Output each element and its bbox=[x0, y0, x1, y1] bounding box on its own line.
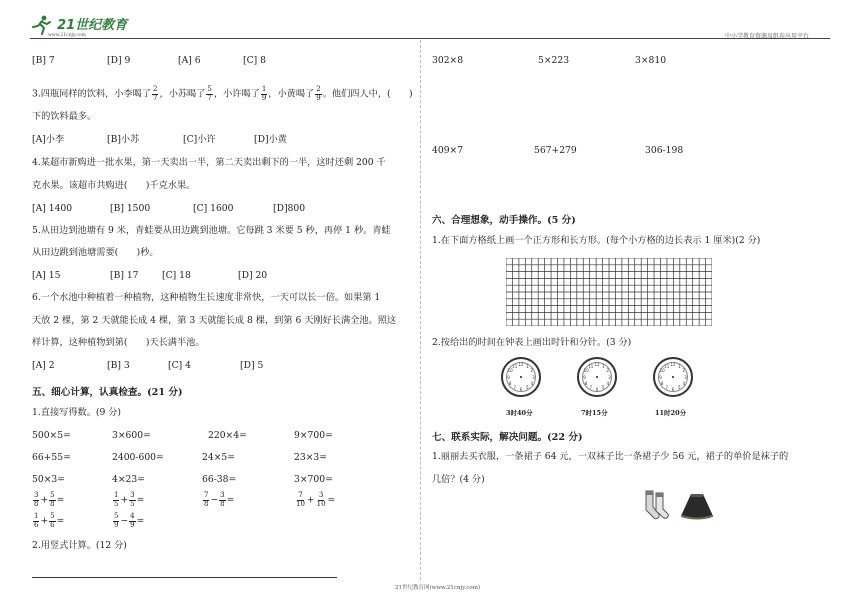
clock-number: 5 bbox=[677, 385, 681, 391]
q5-option-b: [B] 17 bbox=[110, 270, 139, 281]
fraction: $\frac{1}{9}$ bbox=[261, 85, 267, 102]
vertical-calc-item: 567+279 bbox=[534, 145, 577, 156]
clock-number: 2 bbox=[530, 368, 534, 374]
section-6-q2: 2.按给出的时间在钟表上画出时针和分针。(3 分) bbox=[432, 337, 632, 348]
logo bbox=[30, 14, 127, 35]
clock-number: 10 bbox=[583, 368, 589, 374]
q6-line3: 样计算，这种植物到第( )天长满半池。 bbox=[32, 337, 205, 348]
footer-rule bbox=[32, 577, 337, 578]
section-5-title: 五、细心计算，认真检查。(21 分) bbox=[32, 387, 183, 398]
q5-option-c: [C] 18 bbox=[162, 270, 191, 281]
q5-option-a: [A] 15 bbox=[32, 270, 61, 281]
q4-line1: 4.某超市新购进一批水果，第一天卖出一半，第二天卖出剩下的一半，这时还剩 200 千 bbox=[32, 157, 386, 168]
q6-option-b: [B] 3 bbox=[107, 360, 130, 371]
q6-line1: 6.一个水池中种植着一种植物，这种植物生长速度非常快，一天可以长一倍。如果第 1 bbox=[32, 292, 381, 303]
clock-number: 6 bbox=[671, 387, 675, 392]
vertical-calc-item: 409×7 bbox=[432, 145, 464, 156]
fraction: $\frac{2}{9}$ bbox=[316, 85, 321, 102]
clock-number: 1 bbox=[601, 363, 605, 369]
logo-text: 21世纪教育 bbox=[57, 18, 128, 33]
skirt-icon bbox=[680, 492, 714, 520]
calc-item: 66-38= bbox=[202, 474, 237, 485]
grid-paper bbox=[506, 258, 712, 326]
clock-number: 1 bbox=[525, 363, 529, 369]
clock-number: 5 bbox=[601, 385, 605, 391]
fraction-expression: $\frac{1}{5}$ + $\frac{3}{5}$ = bbox=[114, 491, 145, 508]
q5-line2: 从田边跳到池塘需要( )秒。 bbox=[32, 247, 159, 258]
q3-option-a: [A]小李 bbox=[32, 134, 65, 145]
q6-option-d: [D] 5 bbox=[240, 360, 264, 371]
clock-number: 8 bbox=[584, 380, 588, 386]
logo-subtext: www.21cnjy.com bbox=[48, 33, 86, 38]
fraction-expression: $\frac{7}{10}$ + $\frac{3}{10}$ = bbox=[296, 491, 336, 508]
clock-number: 4 bbox=[682, 380, 686, 386]
clock-face-icon bbox=[653, 357, 693, 397]
section-7-q1-line2: 几倍？(4 分) bbox=[432, 474, 485, 485]
calc-item: 220×4= bbox=[208, 430, 247, 441]
q3-line2: 下的饮料最多。 bbox=[32, 111, 97, 122]
runner-logo-icon bbox=[30, 15, 52, 35]
clock-number: 12 bbox=[594, 362, 600, 367]
clock-number: 9 bbox=[507, 374, 510, 380]
vertical-calc-item: 3×810 bbox=[635, 55, 667, 66]
q3-option-d: [D]小黄 bbox=[254, 134, 287, 145]
fraction-expression: $\frac{1}{6}$ + $\frac{5}{6}$ = bbox=[34, 512, 65, 529]
calc-item: 500×5= bbox=[32, 430, 71, 441]
calc-item: 9×700= bbox=[294, 430, 333, 441]
vertical-calc-item: 302×8 bbox=[432, 55, 464, 66]
clock-number: 5 bbox=[525, 385, 529, 391]
clock-number: 8 bbox=[508, 380, 512, 386]
clock-number: 2 bbox=[682, 368, 686, 374]
clock-number: 10 bbox=[659, 368, 665, 374]
q6-line2: 天放 2 棵，第 2 天就能长成 4 棵，第 3 天就能长成 8 棵，到第 6 天刚好长满全池。照这 bbox=[32, 315, 397, 326]
q5-line1: 5.从田边到池塘有 9 米，青蛙要从田边跳到池塘。它每跳 3 米要 5 秒，再停 1 秒。青蛙 bbox=[32, 225, 391, 236]
calc-item: 23×3= bbox=[294, 452, 327, 463]
q3-line1: 3.四瓶同样的饮料，小李喝了 $\frac{2}{7}$ ，小苏喝了 $\frac{5}{7}$ ，小许喝了 $\frac{1}{9}$ ，小黄喝了 $\frac{2}{9}$ 。他们四人中，( ) bbox=[32, 85, 413, 102]
calc-item: 4×23= bbox=[112, 474, 145, 485]
calc-item: 24×5= bbox=[202, 452, 235, 463]
fraction: $\frac{2}{7}$ bbox=[153, 85, 158, 102]
clock-number: 7 bbox=[665, 385, 669, 391]
q2-option-c: [C] 8 bbox=[243, 55, 266, 66]
calc-item: 50×3= bbox=[32, 474, 65, 485]
clock-label: 3时40分 bbox=[506, 409, 533, 417]
calc-item: 3×700= bbox=[294, 474, 333, 485]
clock-number: 6 bbox=[519, 387, 523, 392]
calc-item: 3×600= bbox=[112, 430, 151, 441]
calc-item: 2400-600= bbox=[112, 452, 164, 463]
header-rule bbox=[30, 38, 830, 39]
fraction-expression: $\frac{3}{8}$ + $\frac{5}{8}$ = bbox=[34, 491, 65, 508]
clock-number: 9 bbox=[659, 374, 662, 380]
column-divider bbox=[420, 40, 421, 580]
clock-number: 12 bbox=[670, 362, 676, 367]
header-right-text: 中小学教育资源及组卷应用平台 bbox=[725, 33, 810, 40]
clock-number: 12 bbox=[518, 362, 524, 367]
clock-number: 3 bbox=[684, 374, 687, 380]
section-7-q1-line1: 1.丽丽去买衣服，一条裙子 64 元，一双袜子比一条裙子少 56 元，裙子的单价是袜子的 bbox=[432, 451, 789, 462]
q4-option-b: [B] 1500 bbox=[110, 203, 151, 214]
q4-option-d: [D]800 bbox=[273, 203, 306, 214]
clock-face-icon bbox=[577, 357, 617, 397]
clock-number: 7 bbox=[589, 385, 593, 391]
q2-option-d: [D] 9 bbox=[107, 55, 131, 66]
clock-number: 8 bbox=[660, 380, 664, 386]
section-6-title: 六、合理想象，动手操作。(5 分) bbox=[432, 215, 576, 226]
clock-number: 6 bbox=[595, 387, 599, 392]
clock-number: 7 bbox=[513, 385, 517, 391]
q4-line2: 克水果。该超市共购进( )千克水果。 bbox=[32, 180, 196, 191]
clock-label: 7时15分 bbox=[581, 409, 608, 417]
clock-number: 4 bbox=[606, 380, 610, 386]
calc-item: 66+55= bbox=[32, 452, 71, 463]
clock-label: 11时20分 bbox=[655, 409, 687, 417]
clock-number: 3 bbox=[608, 374, 611, 380]
vertical-calc-item: 5×223 bbox=[538, 55, 570, 66]
vertical-calc-item: 306-198 bbox=[645, 145, 684, 156]
clock-number: 11 bbox=[664, 363, 670, 369]
q3-option-b: [B]小苏 bbox=[107, 134, 140, 145]
q6-option-a: [A] 2 bbox=[32, 360, 55, 371]
clock-face-icon bbox=[501, 357, 541, 397]
q2-option-a: [A] 6 bbox=[178, 55, 201, 66]
q2-option-b: [B] 7 bbox=[32, 55, 55, 66]
clock-number: 4 bbox=[530, 380, 534, 386]
section-5-sub1: 1.直接写得数。(9 分) bbox=[32, 407, 122, 418]
fraction: $\frac{5}{7}$ bbox=[207, 85, 212, 102]
q3-option-c: [C]小许 bbox=[183, 134, 216, 145]
section-5-sub2: 2.用竖式计算。(12 分) bbox=[32, 540, 127, 551]
clock-number: 3 bbox=[532, 374, 535, 380]
fraction-expression: $\frac{5}{9}$ − $\frac{4}{9}$ = bbox=[114, 512, 145, 529]
q4-option-c: [C] 1600 bbox=[193, 203, 234, 214]
clock-number: 2 bbox=[606, 368, 610, 374]
socks-icon bbox=[641, 489, 673, 521]
q6-option-c: [C] 4 bbox=[168, 360, 191, 371]
clock-number: 9 bbox=[583, 374, 586, 380]
fraction-expression: $\frac{7}{8}$ − $\frac{3}{8}$ = bbox=[204, 491, 235, 508]
q4-option-a: [A] 1400 bbox=[32, 203, 73, 214]
clock-number: 11 bbox=[512, 363, 518, 369]
footer-text: 21世纪教育网(www.21cnjy.com) bbox=[395, 585, 481, 591]
section-6-q1: 1.在下面方格纸上画一个正方形和长方形。(每个小方格的边长表示 1 厘米)(2 分) bbox=[432, 235, 761, 246]
q5-option-d: [D] 20 bbox=[238, 270, 268, 281]
clock-number: 10 bbox=[507, 368, 513, 374]
clock-number: 11 bbox=[588, 363, 594, 369]
section-7-title: 七、联系实际，解决问题。(22 分) bbox=[432, 432, 583, 443]
clock-number: 1 bbox=[677, 363, 681, 369]
